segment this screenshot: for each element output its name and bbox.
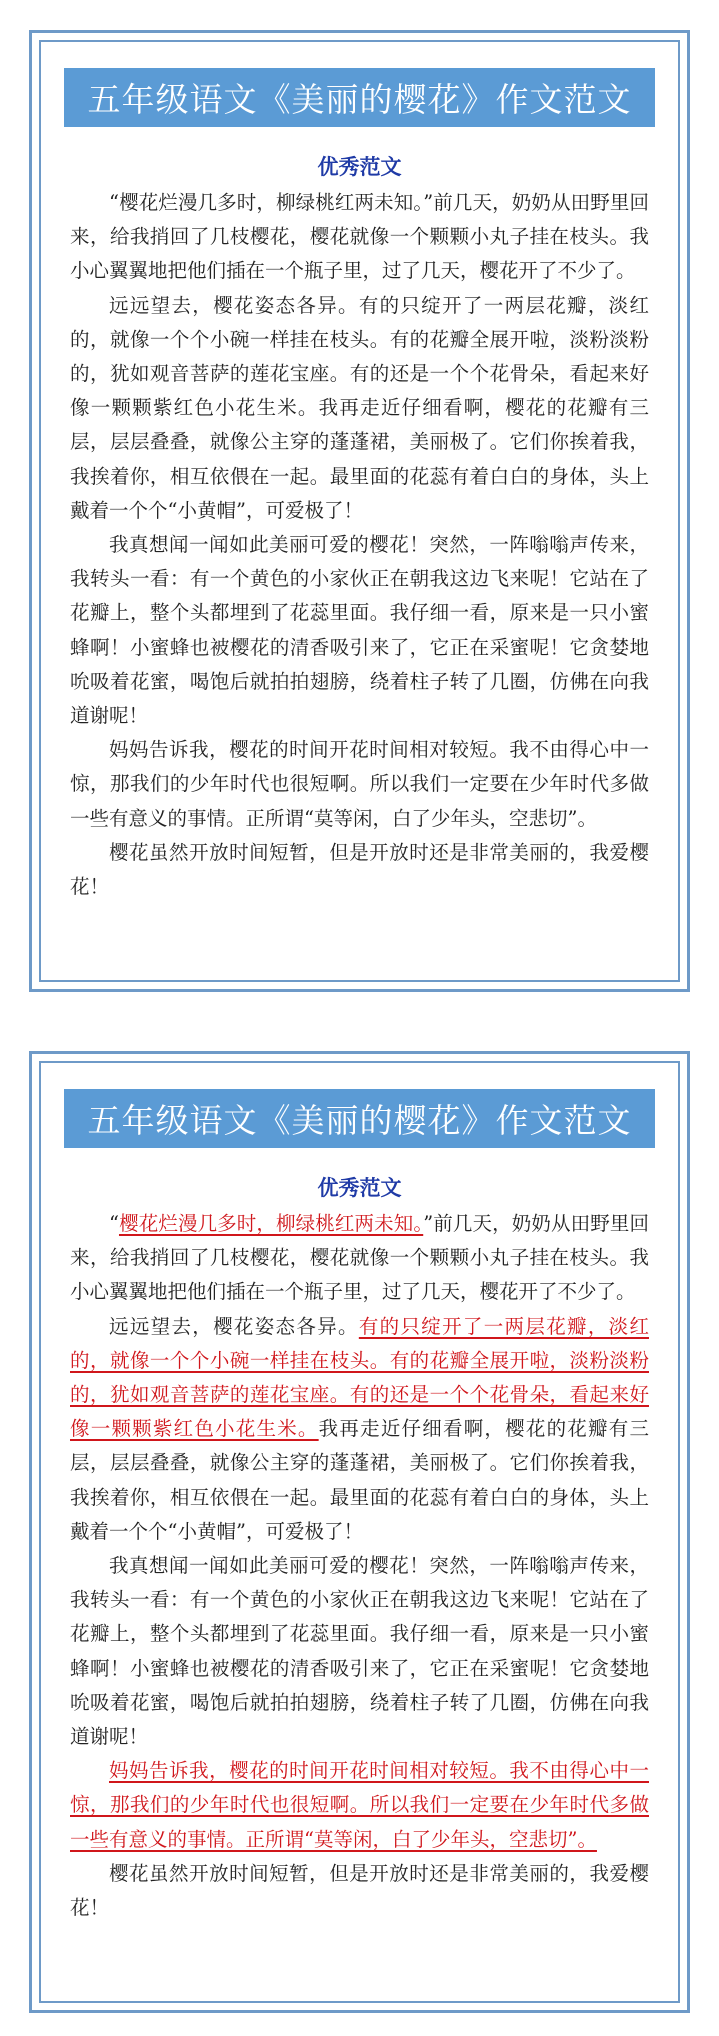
highlighted-quote: 樱花烂漫几多时，柳绿桃红两未知。 <box>118 1212 424 1235</box>
paragraph-1-rest: ”前几天，奶奶从田野里回来，给我捎回了几枝樱花，樱花就像一个颗颗小丸子挂在枝头。我小心翼翼地把他们插在一个瓶子里，过了几天，樱花开了不少了。 <box>70 1212 649 1304</box>
essay-subtitle-2: 优秀范文 <box>317 1176 402 1200</box>
paragraph-2-middle: 有的只绽开了一两层花瓣，淡红的，就像一个个小碗一样挂在枝头。有的花瓣全展开啦，淡粉淡粉的，犹如观音菩萨的莲花宝座。有的还是一个个花骨朵，看起来好像一颗颗紫红色小花生米。 <box>70 293 649 420</box>
paragraph-4: 妈妈告诉我，樱花的时间开花时间相对较短。我不由得心中一惊，那我们的少年时代也很短啊。所以我们一定要在少年时代多做一些有意义的事情。正所谓“莫等闲，白了少年头，空悲切”。 <box>70 738 649 830</box>
paragraph-1-rest: ”前几天，奶奶从田野里回来，给我捎回了几枝樱花，樱花就像一个颗颗小丸子挂在枝头。我小心翼翼地把他们插在一个瓶子里，过了几天，樱花开了不少了。 <box>70 191 649 283</box>
paragraph-2-lead: 远远望去，樱花姿态各异。 <box>109 1314 359 1338</box>
paragraph-5: 樱花虽然开放时间短暂，但是开放时还是非常美丽的，我爱樱花！ <box>70 1861 649 1920</box>
essay-body-annotated <box>70 1207 649 1925</box>
page-title: 五年级语文《美丽的樱花》作文范文 <box>64 68 655 127</box>
page-title-2: 五年级语文《美丽的樱花》作文范文 <box>64 1089 655 1148</box>
paragraph-1 <box>70 1207 649 1310</box>
open-quote: “ <box>109 1212 119 1235</box>
essay-card-plain <box>29 30 690 992</box>
highlighted-paragraph-4: 妈妈告诉我，樱花的时间开花时间相对较短。我不由得心中一惊，那我们的少年时代也很短啊。所以我们一定要在少年时代多做一些有意义的事情。正所谓“莫等闲，白了少年头，空悲切”。 <box>70 1759 649 1851</box>
quote-text: 樱花烂漫几多时，柳绿桃红两未知。 <box>118 191 424 214</box>
essay-card-annotated <box>29 1051 690 2013</box>
open-quote: “ <box>109 191 119 214</box>
paragraph-2-rest: 我再走近仔细看啊，樱花的花瓣有三层，层层叠叠，就像公主穿的蓬蓬裙，美丽极了。它们你挨着我，我挨着你，相互依偎在一起。最里面的花蕊有着白白的身体，头上戴着一个个“小黄帽”，可爱极了！ <box>70 1417 649 1543</box>
paragraph-3: 我真想闻一闻如此美丽可爱的樱花！突然，一阵嗡嗡声传来，我转头一看：有一个黄色的小家伙正在朝我这边飞来呢！它站在了花瓣上，整个头都埋到了花蕊里面。我仔细一看，原来是一只小蜜蜂啊！小蜜蜂也被樱花的清香吸引来了，它正在采蜜呢！它贪婪地吮吸着花蜜，喝饱后就拍拍翅膀，绕着柱子转了几圈，仿佛在向我道谢呢！ <box>70 1554 649 1749</box>
paragraph-1 <box>70 186 649 289</box>
paragraph-2 <box>70 289 649 528</box>
highlighted-sentences: 有的只绽开了一两层花瓣，淡红的，就像一个个小碗一样挂在枝头。有的花瓣全展开啦，淡粉淡粉的，犹如观音菩萨的莲花宝座。有的还是一个个花骨朵，看起来好像一颗颗紫红色小花生米。 <box>70 1314 649 1441</box>
paragraph-2-lead: 远远望去，樱花姿态各异。 <box>109 293 359 317</box>
essay-body <box>70 186 649 904</box>
paragraph-5: 樱花虽然开放时间短暂，但是开放时还是非常美丽的，我爱樱花！ <box>70 840 649 899</box>
paragraph-3: 我真想闻一闻如此美丽可爱的樱花！突然，一阵嗡嗡声传来，我转头一看：有一个黄色的小家伙正在朝我这边飞来呢！它站在了花瓣上，整个头都埋到了花蕊里面。我仔细一看，原来是一只小蜜蜂啊！小蜜蜂也被樱花的清香吸引来了，它正在采蜜呢！它贪婪地吮吸着花蜜，喝饱后就拍拍翅膀，绕着柱子转了几圈，仿佛在向我道谢呢！ <box>70 533 649 728</box>
essay-subtitle: 优秀范文 <box>317 155 402 179</box>
paragraph-2 <box>70 1310 649 1549</box>
paragraph-2-rest: 我再走近仔细看啊，樱花的花瓣有三层，层层叠叠，就像公主穿的蓬蓬裙，美丽极了。它们你挨着我，我挨着你，相互依偎在一起。最里面的花蕊有着白白的身体，头上戴着一个个“小黄帽”，可爱极了！ <box>70 396 649 522</box>
